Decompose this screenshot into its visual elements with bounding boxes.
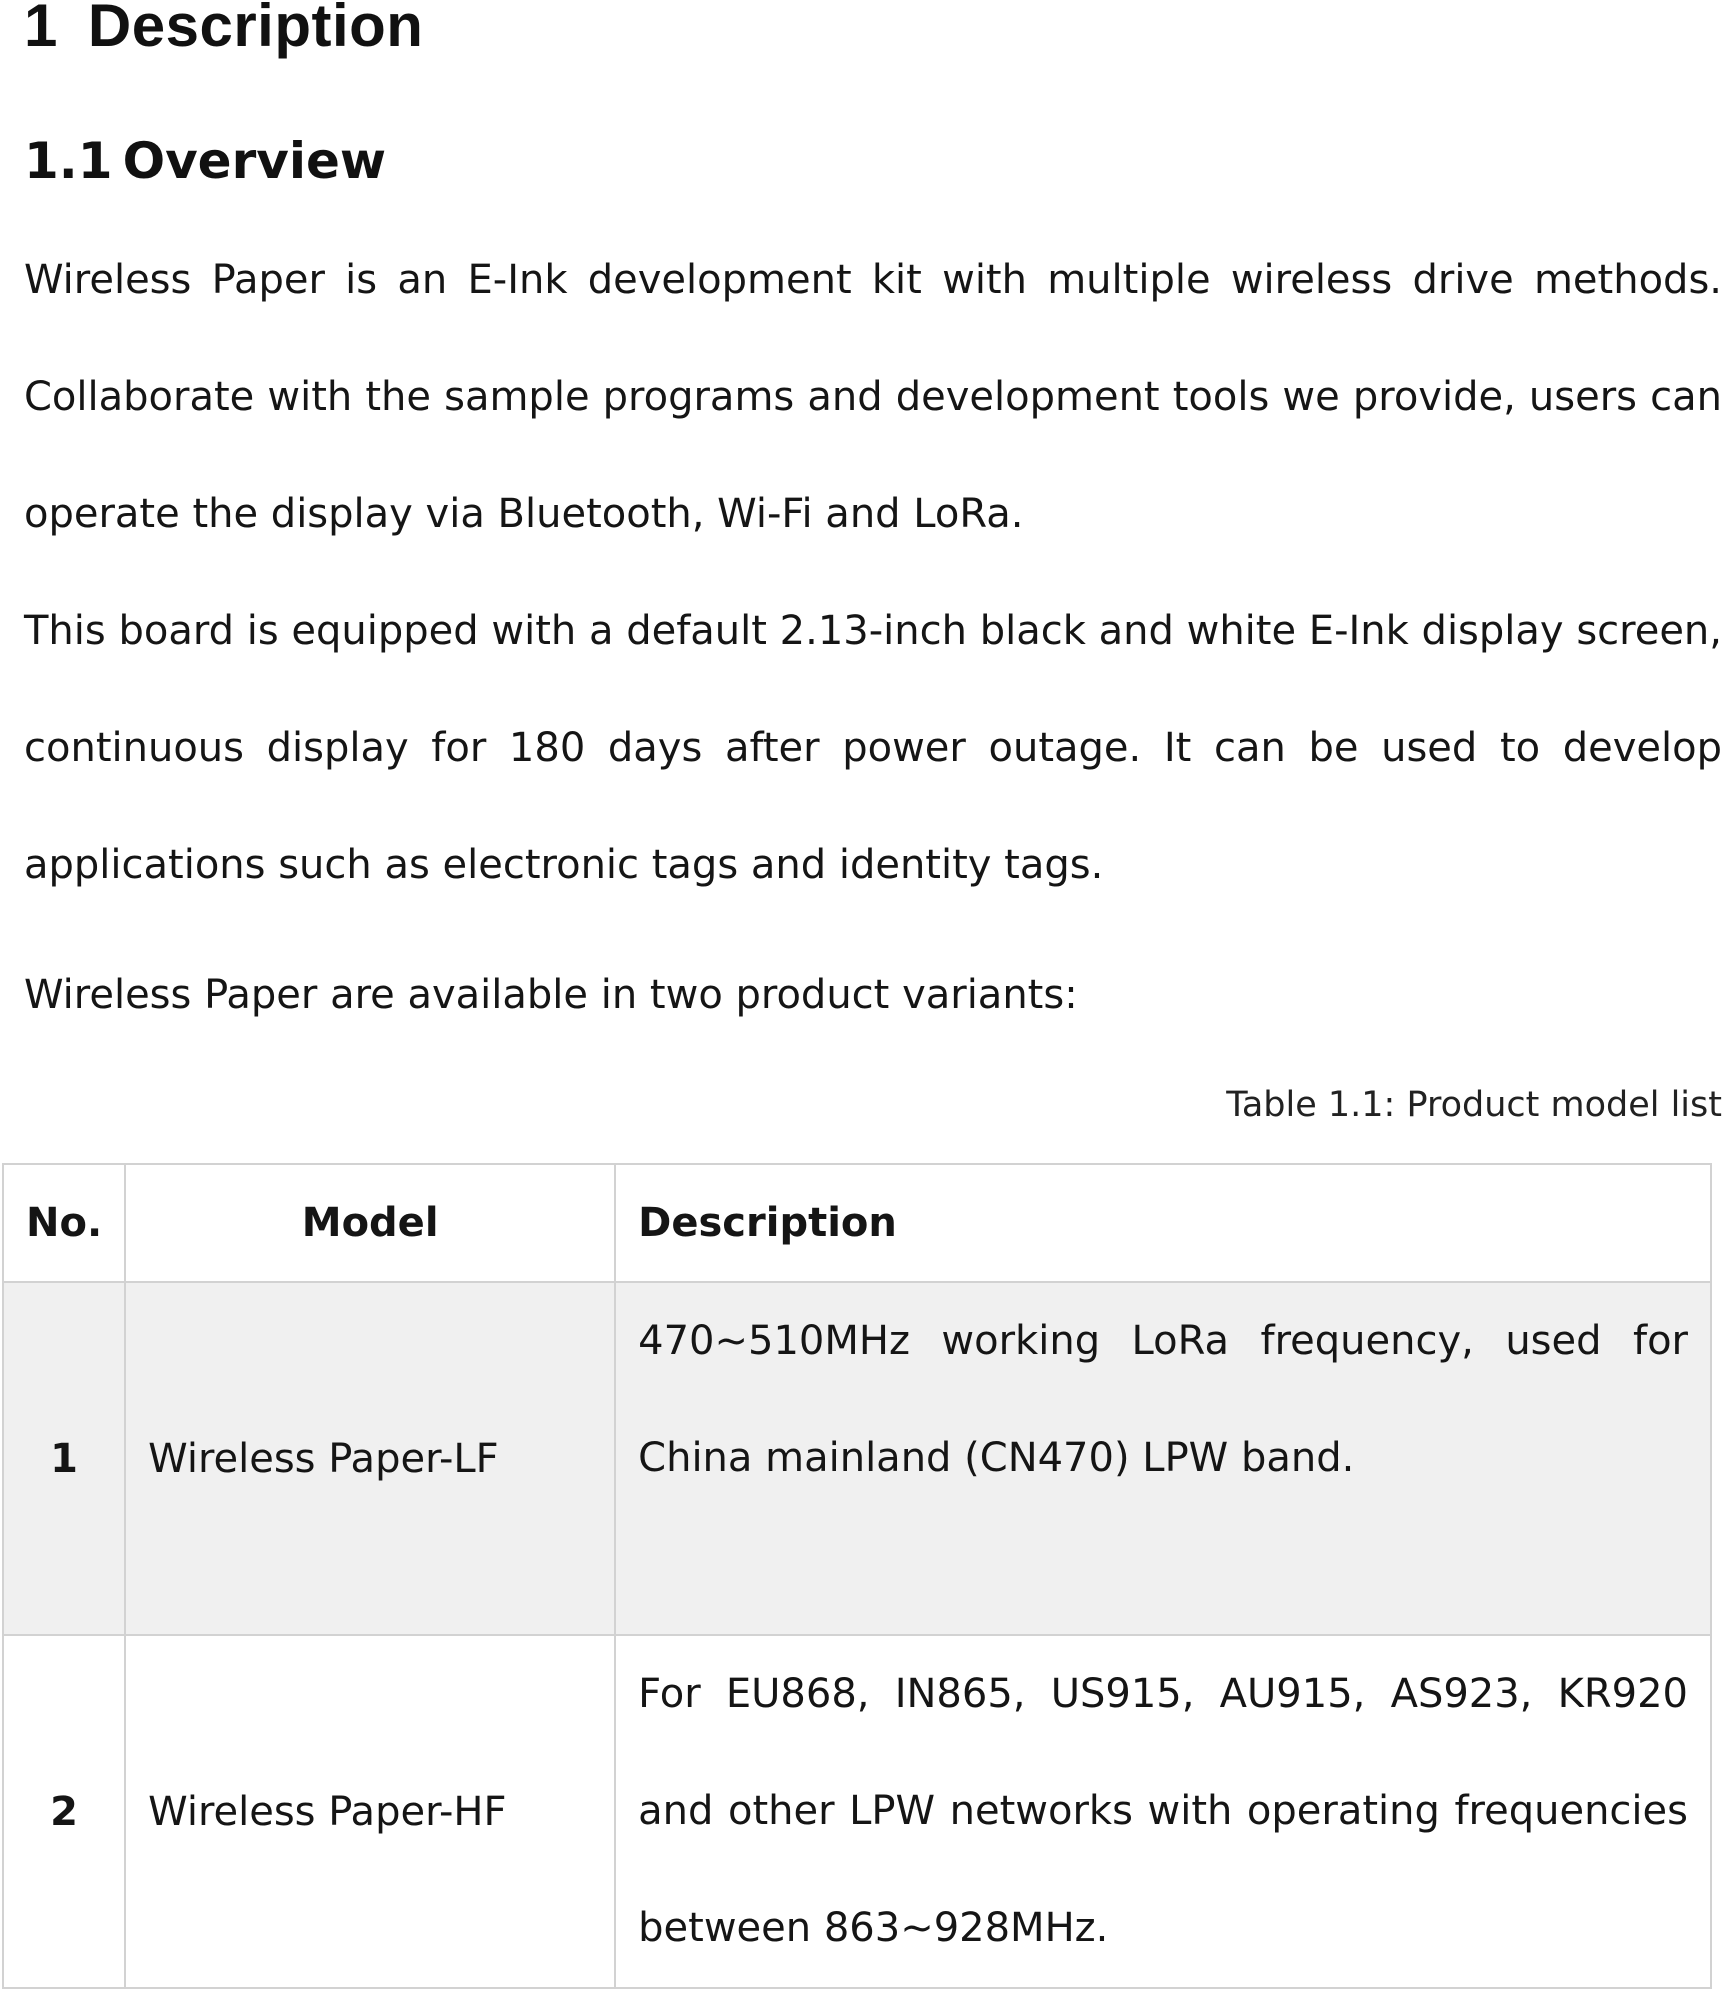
header-description: Description bbox=[615, 1164, 1711, 1282]
cell-description bbox=[615, 1635, 1711, 1988]
cell-no: 1 bbox=[3, 1282, 125, 1635]
header-model: Model bbox=[125, 1164, 615, 1282]
table-caption: Table 1.1: Product model list bbox=[1226, 1085, 1722, 1125]
header-no: No. bbox=[3, 1164, 125, 1282]
section-heading bbox=[24, 0, 423, 62]
product-model-table bbox=[2, 1163, 1712, 1989]
overview-paragraph-1 bbox=[24, 222, 1722, 573]
description-text: 470~510MHz working LoRa frequency, used for China mainland (CN470) LPW band. bbox=[638, 1318, 1688, 1481]
cell-description bbox=[615, 1282, 1711, 1635]
cell-no: 2 bbox=[3, 1635, 125, 1988]
paragraph-text: This board is equipped with a default 2.13-inch black and white E-Ink display screen, continuous display for 180 days after power outage. It can be used to develop applications such as electronic tags and identity tags. bbox=[24, 608, 1722, 888]
paragraph-text: Wireless Paper is an E-Ink development kit with multiple wireless drive methods. Collaborate with the sample programs and development tools we provide, users can operate the display via Bluetooth, Wi-Fi and LoRa. bbox=[24, 257, 1722, 537]
table-header-row bbox=[3, 1164, 1711, 1282]
subsection-number: 1.1 bbox=[24, 132, 113, 190]
table-row bbox=[3, 1635, 1711, 1988]
variants-intro: Wireless Paper are available in two product variants: bbox=[24, 972, 1078, 1018]
description-text: For EU868, IN865, US915, AU915, AS923, KR920 and other LPW networks with operating frequencies between 863~928MHz. bbox=[638, 1671, 1688, 1951]
section-number: 1 bbox=[24, 0, 58, 59]
cell-model: Wireless Paper-LF bbox=[125, 1282, 615, 1635]
section-title: Description bbox=[87, 0, 424, 59]
table-row bbox=[3, 1282, 1711, 1635]
cell-model: Wireless Paper-HF bbox=[125, 1635, 615, 1988]
subsection-heading bbox=[24, 126, 386, 196]
subsection-title: Overview bbox=[122, 132, 387, 190]
overview-paragraph-2 bbox=[24, 573, 1722, 924]
